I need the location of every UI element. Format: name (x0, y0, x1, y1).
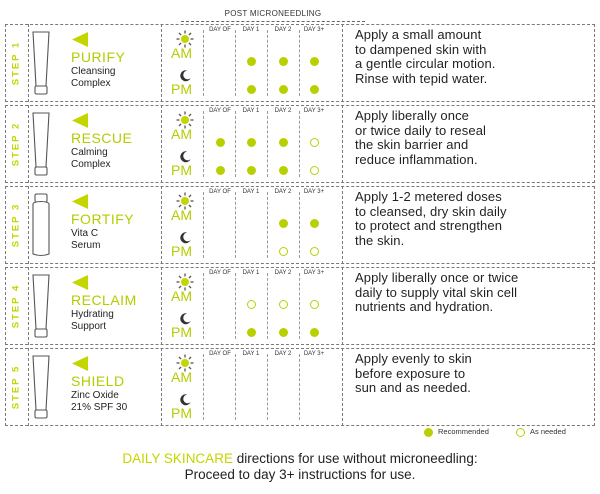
day-divider (203, 354, 204, 420)
step-label-text: STEP 5 (10, 364, 22, 410)
product-image (29, 30, 53, 96)
step-row (5, 348, 595, 426)
column-divider (342, 105, 343, 183)
day-column-label: DAY OF (209, 108, 231, 114)
product-description (71, 228, 100, 252)
instruction-line: or twice daily to reseal (355, 122, 487, 138)
triangle-bullet-icon (70, 31, 90, 48)
product-description-line: Complex (71, 159, 111, 170)
column-divider (161, 186, 162, 264)
recommended-dot (310, 85, 319, 94)
recommended-dot (310, 328, 319, 337)
day-divider (267, 30, 268, 96)
header-divider (181, 21, 365, 22)
day-divider (299, 192, 300, 258)
day-column-label: DAY OF (209, 189, 231, 195)
header-title: POST MICRONEEDLING (224, 9, 322, 18)
am-label: AM (171, 288, 192, 304)
day-divider (203, 273, 204, 339)
pm-label: PM (171, 405, 192, 421)
triangle-bullet-icon (70, 193, 90, 210)
day-column-label: DAY 1 (242, 189, 260, 195)
instruction-line: to dampened skin with (355, 41, 487, 57)
product-name: SHIELD (71, 373, 125, 389)
day-column-label: DAY 1 (242, 270, 260, 276)
day-column-label: DAY 3+ (303, 351, 325, 357)
am-label: AM (171, 126, 192, 142)
triangle-bullet-icon (70, 355, 90, 372)
day-column-label: DAY 2 (274, 270, 292, 276)
recommended-dot (247, 57, 256, 66)
step-row (5, 105, 595, 183)
product-description (71, 390, 127, 414)
instruction-line: Apply a small amount (355, 27, 482, 42)
am-label: AM (171, 45, 192, 61)
instruction-line: a gentle circular motion. (355, 56, 496, 72)
step-label (6, 105, 26, 183)
pm-label: PM (171, 324, 192, 340)
product-name: RESCUE (71, 130, 133, 146)
recommended-dot (279, 219, 288, 228)
day-divider (235, 354, 236, 420)
instruction-line: Apply liberally once (355, 108, 470, 123)
product-description-line: Serum (71, 240, 101, 251)
day-column-label: DAY 1 (242, 27, 260, 33)
bottle-icon (29, 192, 53, 258)
day-divider (299, 273, 300, 339)
tube-icon (29, 273, 53, 339)
triangle-bullet-icon (70, 112, 90, 129)
instruction-line: the skin barrier and (355, 137, 469, 153)
am-label: AM (171, 369, 192, 385)
as-needed-dot (310, 300, 319, 309)
day-column-label: DAY 1 (242, 351, 260, 357)
instruction-line: sun and as needed. (355, 380, 472, 396)
day-column-label: DAY 2 (274, 189, 292, 195)
as-needed-dot-icon (516, 428, 525, 437)
day-column-label: DAY 1 (242, 108, 260, 114)
legend-recommended-label: Recommended (438, 427, 489, 436)
footer-line-2: Proceed to day 3+ instructions for use. (184, 467, 416, 482)
instruction-line: before exposure to (355, 365, 466, 381)
day-column-label: DAY OF (209, 27, 231, 33)
column-divider (342, 267, 343, 345)
product-description-line: Support (71, 321, 107, 332)
day-column-label: DAY 3+ (303, 108, 325, 114)
pm-label: PM (171, 243, 192, 259)
tube-icon (29, 354, 53, 420)
day-divider (299, 30, 300, 96)
day-divider (267, 273, 268, 339)
product-description-line: Zinc Oxide (71, 390, 119, 401)
tube-icon (29, 30, 53, 96)
as-needed-dot (310, 138, 319, 147)
day-divider (267, 192, 268, 258)
day-divider (203, 192, 204, 258)
product-description-line: Calming (71, 147, 108, 158)
recommended-dot (247, 85, 256, 94)
day-divider (235, 273, 236, 339)
product-name: PURIFY (71, 49, 126, 65)
as-needed-dot (247, 300, 256, 309)
recommended-dot (216, 138, 225, 147)
column-divider (161, 267, 162, 345)
recommended-dot (279, 85, 288, 94)
recommended-dot (247, 328, 256, 337)
day-column-label: DAY 2 (274, 108, 292, 114)
footer-highlight: DAILY SKINCARE (122, 451, 233, 466)
as-needed-dot (279, 247, 288, 256)
column-divider (161, 348, 162, 426)
day-divider (267, 111, 268, 177)
day-column-label: DAY OF (209, 351, 231, 357)
recommended-dot (279, 166, 288, 175)
instruction-line: reduce inflammation. (355, 151, 478, 167)
recommended-dot (279, 138, 288, 147)
product-image (29, 354, 53, 420)
product-name: RECLAIM (71, 292, 137, 308)
day-column-label: DAY 2 (274, 27, 292, 33)
instruction-line: Apply evenly to skin (355, 351, 472, 366)
step-row (5, 267, 595, 345)
day-column-label: DAY 3+ (303, 270, 325, 276)
day-divider (299, 111, 300, 177)
instruction-line: Apply liberally once or twice (355, 270, 519, 285)
am-label: AM (171, 207, 192, 223)
footer-line-1-text: directions for use without microneedling: (232, 451, 478, 466)
as-needed-dot (310, 247, 319, 256)
day-divider (299, 354, 300, 420)
instruction-line: to protect and strengthen (355, 218, 503, 234)
step-row (5, 24, 595, 102)
step-label-text: STEP 3 (10, 202, 22, 248)
product-image (29, 192, 53, 258)
product-description-line: Cleansing (71, 66, 116, 77)
triangle-bullet-icon (70, 274, 90, 291)
step-label (6, 267, 26, 345)
recommended-dot-icon (424, 428, 433, 437)
recommended-dot (279, 328, 288, 337)
day-column-label: DAY 3+ (303, 189, 325, 195)
instructions (355, 109, 591, 167)
day-column-label: DAY 2 (274, 351, 292, 357)
post-microneedling-header (0, 9, 600, 21)
recommended-dot (247, 166, 256, 175)
instruction-line: nutrients and hydration. (355, 299, 494, 315)
instruction-line: daily to supply vital skin cell (355, 284, 518, 300)
product-description (71, 66, 115, 90)
day-column-label: DAY OF (209, 270, 231, 276)
footer-line-1 (0, 451, 600, 466)
product-description-line: Complex (71, 78, 111, 89)
column-divider (342, 186, 343, 264)
day-divider (235, 111, 236, 177)
step-label-text: STEP 4 (10, 283, 22, 329)
as-needed-dot (310, 166, 319, 175)
recommended-dot (216, 166, 225, 175)
legend-as-needed-label: As needed (530, 427, 566, 436)
product-description-line: 21% SPF 30 (71, 402, 128, 413)
recommended-dot (310, 219, 319, 228)
tube-icon (29, 111, 53, 177)
instruction-line: to cleansed, dry skin daily (355, 203, 507, 219)
day-divider (235, 192, 236, 258)
day-divider (235, 30, 236, 96)
day-divider (203, 111, 204, 177)
instruction-line: the skin. (355, 232, 405, 248)
step-label (6, 348, 26, 426)
product-description-line: Vita C (71, 228, 99, 239)
product-name: FORTIFY (71, 211, 135, 227)
pm-label: PM (171, 81, 192, 97)
product-image (29, 111, 53, 177)
column-divider (342, 348, 343, 426)
instructions (355, 190, 591, 248)
column-divider (161, 24, 162, 102)
step-label (6, 186, 26, 264)
product-description (71, 147, 110, 171)
column-divider (342, 24, 343, 102)
as-needed-dot (279, 300, 288, 309)
day-column-label: DAY 3+ (303, 27, 325, 33)
step-row (5, 186, 595, 264)
recommended-dot (279, 57, 288, 66)
day-divider (203, 30, 204, 96)
recommended-dot (310, 57, 319, 66)
pm-label: PM (171, 162, 192, 178)
step-label-text: STEP 2 (10, 121, 22, 167)
column-divider (161, 105, 162, 183)
product-description (71, 309, 114, 333)
instruction-line: Apply 1-2 metered doses (355, 189, 502, 204)
product-description-line: Hydrating (71, 309, 114, 320)
instructions (355, 271, 591, 315)
instruction-line: Rinse with tepid water. (355, 70, 488, 86)
instructions (355, 352, 591, 396)
day-divider (267, 354, 268, 420)
instructions (355, 28, 591, 86)
recommended-dot (247, 138, 256, 147)
product-image (29, 273, 53, 339)
step-label (6, 24, 26, 102)
step-label-text: STEP 1 (10, 40, 22, 86)
